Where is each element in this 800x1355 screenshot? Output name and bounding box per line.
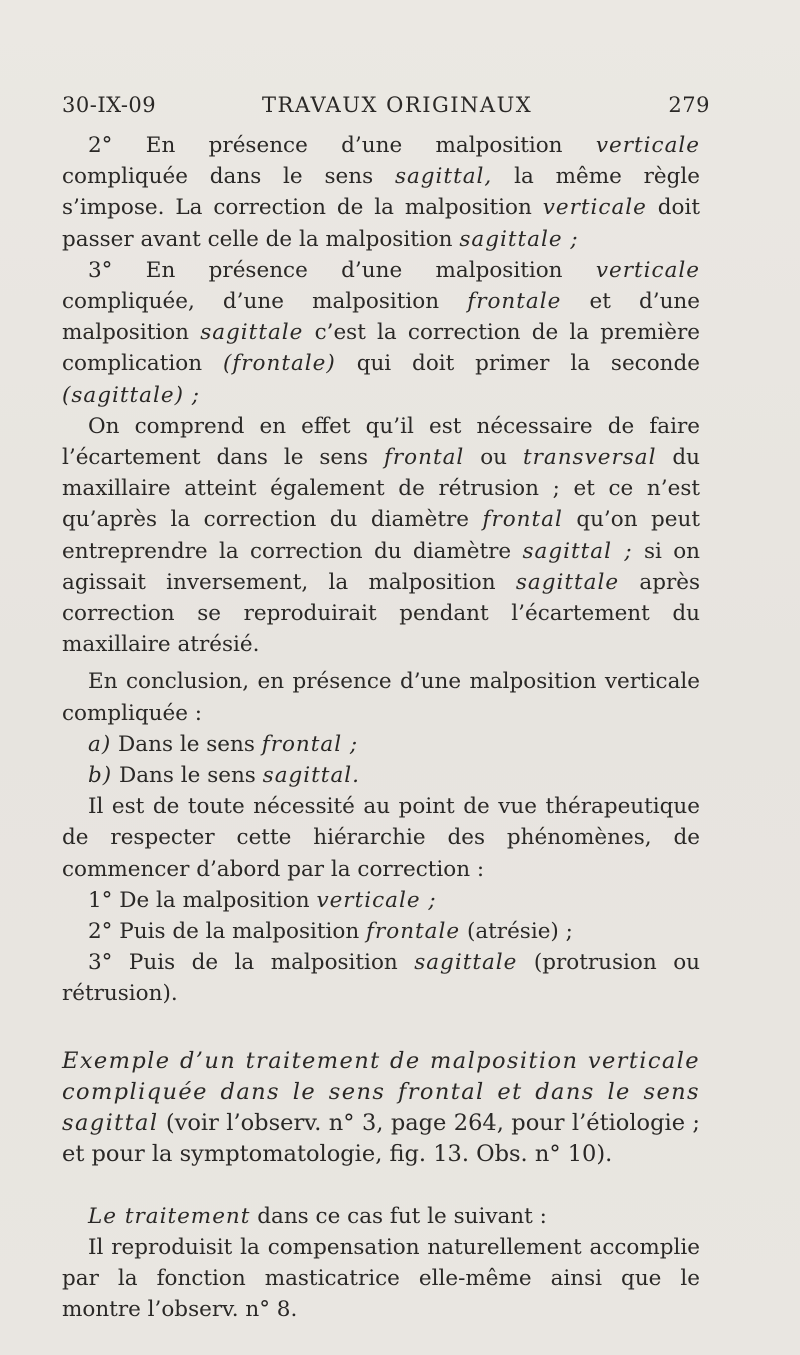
header-page-number: 279 — [668, 93, 710, 117]
paragraph-treatment: Le traitement dans ce cas fut le suivant : — [88, 1203, 547, 1229]
running-header — [62, 93, 710, 123]
paragraph-necessity: Il est de toute nécessité au point de vue thérapeutique de respecter cette hiérarchie des phénomènes, de commencer d’abord par la correction : — [62, 794, 700, 882]
paragraph-explanation: On comprend en effet qu’il est nécessaire de faire l’écartement dans le sens frontal ou transversal du maxillaire atteint également de rétrusion ; et ce n’est qu’après la correction du diamètre frontal qu’on peut entreprendre la correction du diamètre sagittal ; si on agissait inversement, la malposition sagittale après correction se reproduirait pendant l’écartement du maxillaire atrésié. — [62, 413, 701, 658]
step-2: 2° Puis de la malposition frontale (atrésie) ; — [88, 919, 573, 945]
header-section-title: TRAVAUX ORIGINAUX — [262, 93, 533, 117]
list-item-b: b) Dans le sens sagittal. — [88, 763, 360, 789]
step-1: 1° De la malposition verticale ; — [88, 887, 437, 913]
header-date: 30-IX-09 — [62, 93, 157, 117]
page-body — [62, 130, 700, 1325]
paragraph-conclusion: En conclusion, en présence d’une malposition verticale compliquée : — [62, 669, 700, 726]
step-3: 3° Puis de la malposition sagittale (protrusion ou rétrusion). — [62, 950, 700, 1007]
paragraph-point-2: 2° En présence d’une malposition verticale compliquée dans le sens sagittal, la même règle s’impose. La correction de la malposition verticale doit passer avant celle de la malposition sagittale ; — [62, 133, 700, 252]
list-item-a: a) Dans le sens frontal ; — [88, 731, 359, 757]
paragraph-point-3: 3° En présence d’une malposition verticale compliquée, d’une malposition frontale et d’une malposition sagittale c’est la correction de la première complication (frontale) qui doit primer la seconde (sagittale) ; — [62, 257, 700, 408]
example-heading: Exemple d’un traitement de malposition verticale compliquée dans le sens frontal et dans le sens sagittal (voir l’observ. n° 3, page 264, pour l’étiologie ; et pour la symptomatologie, fig. 13. Obs. n° 10). — [62, 1047, 700, 1168]
paragraph-compensation: Il reproduisit la compensation naturellement accomplie par la fonction masticatrice elle-même ainsi que le montre l’observ. n° 8. — [62, 1234, 700, 1323]
